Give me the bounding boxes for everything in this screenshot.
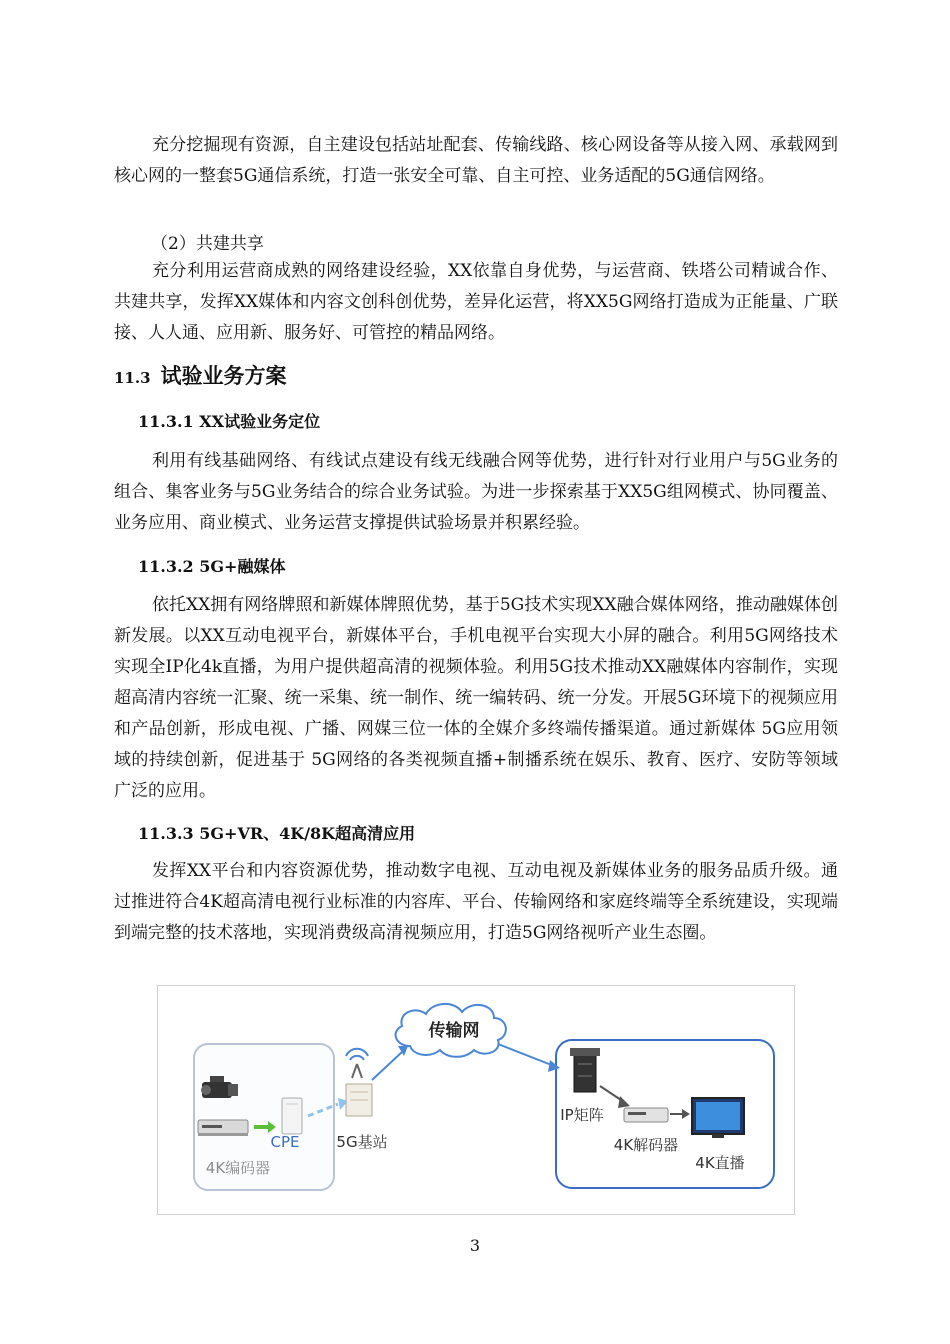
- decoder-device-icon: [624, 1108, 668, 1122]
- cloud-label: 传输网: [428, 1021, 480, 1041]
- encoder-label: 4K编码器: [205, 1159, 271, 1177]
- decoder-label: 4K解码器: [613, 1136, 679, 1154]
- uplink-arrow-icon: [372, 1046, 408, 1080]
- cpe-device-icon: [282, 1098, 302, 1134]
- section-number: 11.3: [114, 369, 151, 387]
- paragraph: 利用有线基础网络、有线试点建设有线无线融合网等优势，进行针对行业用户与5G业务的组合、集客业务与5G业务结合的综合业务试验。为进一步探索基于XX5G组网模式、协同覆盖、业务应用、商业模式、业务运营支撑提供试验场景并积累经验。: [114, 451, 838, 533]
- paragraph: 发挥XX平台和内容资源优势，推动数字电视、互动电视及新媒体业务的服务品质升级。通过推进符合4K超高清电视行业标准的内容库、平台、传输网络和家庭终端等全系统建设，实现端到端完整的技术落地，实现消费级高清视频应用，打造5G网络视听产业生态圈。: [114, 861, 838, 943]
- subsection-heading: 11.3.2 5G+融媒体: [138, 557, 286, 576]
- encoder-device-icon: [198, 1120, 248, 1136]
- ip-matrix-label: IP矩阵: [560, 1106, 604, 1124]
- section-title: 试验业务方案: [160, 363, 287, 388]
- network-diagram-svg: [158, 986, 794, 1214]
- subheading: （2）共建共享: [151, 234, 264, 254]
- live-label: 4K直播: [695, 1154, 745, 1172]
- tv-icon: [692, 1098, 744, 1138]
- subsection-heading: 11.3.1 XX试验业务定位: [138, 412, 321, 431]
- paragraph: 充分利用运营商成熟的网络建设经验，XX依靠自身优势，与运营商、铁塔公司精诚合作、共建共享，发挥XX媒体和内容文创科创优势，差异化运营，将XX5G网络打造成为正能量、广联接、人人通、应用新、服务好、可管控的精品网络。: [114, 261, 838, 343]
- downlink-arrow-icon: [498, 1044, 560, 1072]
- network-diagram: [157, 985, 795, 1215]
- base-station-icon: [346, 1049, 372, 1116]
- cpe-label: CPE: [270, 1133, 300, 1151]
- base-station-label: 5G基站: [336, 1133, 388, 1151]
- ip-matrix-icon: [570, 1048, 600, 1092]
- section-heading: [114, 360, 287, 390]
- subsection-heading: 11.3.3 5G+VR、4K/8K超高清应用: [138, 824, 416, 843]
- paragraph: 依托XX拥有网络牌照和新媒体牌照优势，基于5G技术实现XX融合媒体网络，推动融媒体创新发展。以XX互动电视平台，新媒体平台，手机电视平台实现大小屏的融合。利用5G网络技术实现全IP化4k直播，为用户提供超高清的视频体验。利用5G技术推动XX融媒体内容制作，实现超高清内容统一汇聚、统一采集、统一制作、统一编转码、统一分发。开展5G环境下的视频应用和产品创新，形成电视、广播、网媒三位一体的全媒介多终端传播渠道。通过新媒体 5G应用领域的持续创新，促进基于 5G网络的各类视频直播+制播系统在娱乐、教育、医疗、安防等领域广泛的应用。: [114, 595, 838, 801]
- paragraph: 充分挖掘现有资源，自主建设包括站址配套、传输线路、核心网设备等从接入网、承载网到核心网的一整套5G通信系统，打造一张安全可靠、自主可控、业务适配的5G通信网络。: [114, 135, 838, 186]
- page-number: 3: [469, 1236, 481, 1255]
